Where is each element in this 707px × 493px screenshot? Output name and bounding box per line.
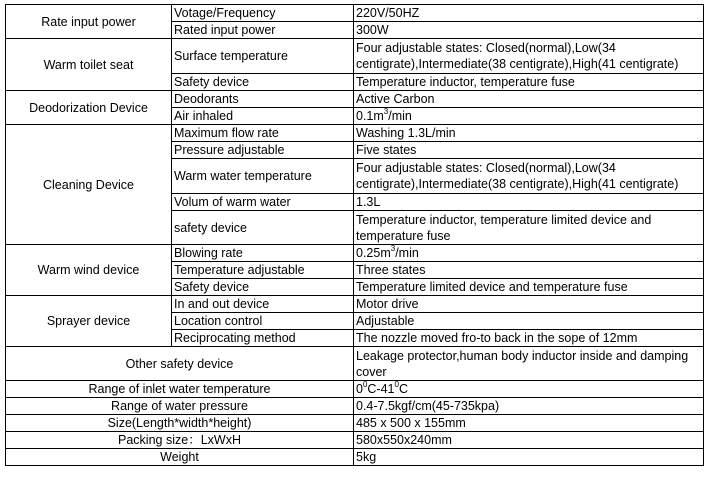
value-location-control: Adjustable xyxy=(354,313,704,330)
label-water-pressure: Range of water pressure xyxy=(6,398,354,415)
value-voltage-frequency: 220V/50HZ xyxy=(354,5,704,22)
value-air-inhaled: $0.1m^3/\min$ xyxy=(354,108,704,125)
table-row xyxy=(6,415,704,432)
item-surface-temperature: Surface temperature xyxy=(172,39,354,74)
table-row xyxy=(6,91,704,108)
table-row xyxy=(6,449,704,466)
item-in-out-device: In and out device xyxy=(172,296,354,313)
label-other-safety-device: Other safety device xyxy=(6,347,354,381)
category-warm-toilet-seat: Warm toilet seat xyxy=(6,39,172,91)
value-temperature-adjustable: Three states xyxy=(354,262,704,279)
value-water-pressure: 0.4-7.5kgf/cm(45-735kpa) xyxy=(354,398,704,415)
table-row xyxy=(6,245,704,262)
value-inlet-water-temperature: $0^0C-41^0C$ xyxy=(354,381,704,398)
table-row xyxy=(6,347,704,381)
table-row xyxy=(6,125,704,142)
category-deodorization-device: Deodorization Device xyxy=(6,91,172,125)
item-deodorants: Deodorants xyxy=(172,91,354,108)
table-row xyxy=(6,39,704,74)
table-row xyxy=(6,381,704,398)
spec-table xyxy=(5,4,704,466)
value-packing-size: 580x550x240mm xyxy=(354,432,704,449)
category-rate-input-power: Rate input power xyxy=(6,5,172,39)
label-inlet-water-temperature: Range of inlet water temperature xyxy=(6,381,354,398)
value-surface-temperature: Four adjustable states: Closed(normal),Low(34 centigrate),Intermediate(38 centigrate),High(41 centigrate) xyxy=(354,39,704,74)
value-warm-water-temperature: Four adjustable states: Closed(normal),Low(34 centigrate),Intermediate(38 centigrate),High(41 centigrate) xyxy=(354,159,704,194)
item-volume-warm-water: Volum of warm water xyxy=(172,194,354,211)
item-reciprocating-method: Reciprocating method xyxy=(172,330,354,347)
category-warm-wind-device: Warm wind device xyxy=(6,245,172,296)
item-pressure-adjustable: Pressure adjustable xyxy=(172,142,354,159)
label-packing-size: Packing size：LxWxH xyxy=(6,432,354,449)
item-voltage-frequency: Votage/Frequency xyxy=(172,5,354,22)
item-location-control: Location control xyxy=(172,313,354,330)
value-seat-safety-device: Temperature inductor, temperature fuse xyxy=(354,74,704,91)
value-other-safety-device: Leakage protector,human body inductor inside and damping cover xyxy=(354,347,704,381)
value-deodorants: Active Carbon xyxy=(354,91,704,108)
item-air-inhaled: Air inhaled xyxy=(172,108,354,125)
table-row xyxy=(6,5,704,22)
item-cleaning-safety-device: safety device xyxy=(172,211,354,245)
value-cleaning-safety-device: Temperature inductor, temperature limited device and temperature fuse xyxy=(354,211,704,245)
value-size: 485 x 500 x 155mm xyxy=(354,415,704,432)
table-row xyxy=(6,432,704,449)
item-warm-water-temperature: Warm water temperature xyxy=(172,159,354,194)
item-seat-safety-device: Safety device xyxy=(172,74,354,91)
label-weight: Weight xyxy=(6,449,354,466)
value-wind-safety-device: Temperature limited device and temperature fuse xyxy=(354,279,704,296)
category-cleaning-device: Cleaning Device xyxy=(6,125,172,245)
value-blowing-rate: $0.25m^3/\min$ xyxy=(354,245,704,262)
value-pressure-adjustable: Five states xyxy=(354,142,704,159)
item-temperature-adjustable: Temperature adjustable xyxy=(172,262,354,279)
table-row xyxy=(6,296,704,313)
value-reciprocating-method: The nozzle moved fro-to back in the sope of 12mm xyxy=(354,330,704,347)
table-row xyxy=(6,398,704,415)
value-maximum-flow-rate: Washing 1.3L/min xyxy=(354,125,704,142)
value-volume-warm-water: 1.3L xyxy=(354,194,704,211)
item-blowing-rate: Blowing rate xyxy=(172,245,354,262)
value-weight: 5kg xyxy=(354,449,704,466)
item-wind-safety-device: Safety device xyxy=(172,279,354,296)
value-in-out-device: Motor drive xyxy=(354,296,704,313)
item-rated-input-power: Rated input power xyxy=(172,22,354,39)
label-size: Size(Length*width*height) xyxy=(6,415,354,432)
category-sprayer-device: Sprayer device xyxy=(6,296,172,347)
item-maximum-flow-rate: Maximum flow rate xyxy=(172,125,354,142)
value-rated-input-power: 300W xyxy=(354,22,704,39)
